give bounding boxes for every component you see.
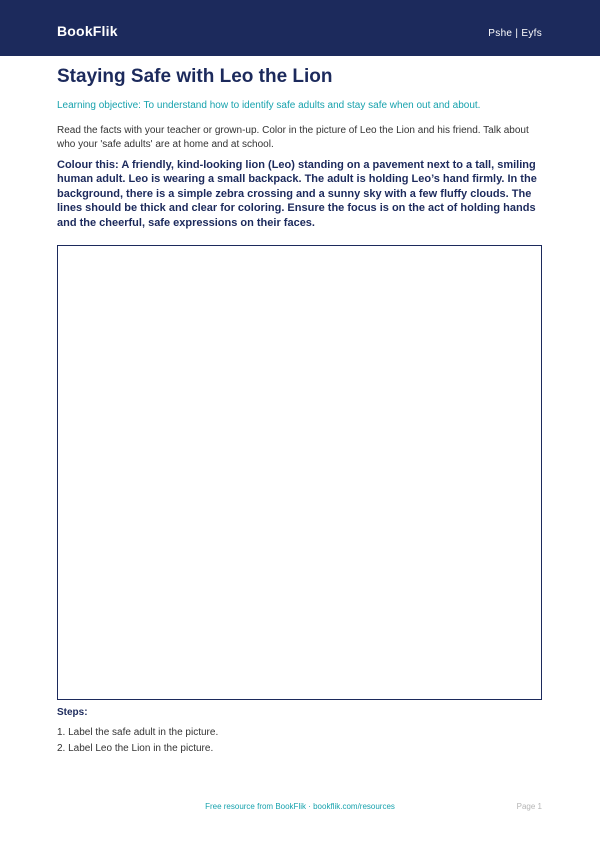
step-item: 2. Label Leo the Lion in the picture. [57,742,214,754]
colouring-picture-box [57,245,542,700]
brand-logo-text: BookFlik [57,23,118,39]
subject-tags: Pshe | Eyfs [488,28,542,39]
worksheet-title: Staying Safe with Leo the Lion [57,66,333,87]
footer-credit-link[interactable]: Free resource from BookFlik · bookflik.com/resources [205,802,395,811]
step-item: 1. Label the safe adult in the picture. [57,727,219,738]
page-number: Page 1 [516,802,542,811]
learning-objective: Learning objective: To understand how to identify safe adults and stay safe when out and about. [57,100,481,111]
steps-list [57,725,218,756]
steps-heading: Steps: [57,707,88,718]
instructions-text: Read the facts with your teacher or grown-up. Color in the picture of Leo the Lion and his friend. Talk about who your 'safe adults' are at home and at school. [57,125,529,150]
colouring-prompt: Colour this: A friendly, kind-looking lion (Leo) standing on a pavement next to a tall, smiling human adult. Leo is wearing a small backpack. The adult is holding Leo’s hand firmly. In the background, there is a simple zebra crossing and a sunny sky with a few fluffy clouds. The lines should be thick and clear for coloring. Ensure the focus is on the act of holding hands and the cheerful, safe expressions on their faces. [57,159,537,229]
page-header [0,0,600,56]
